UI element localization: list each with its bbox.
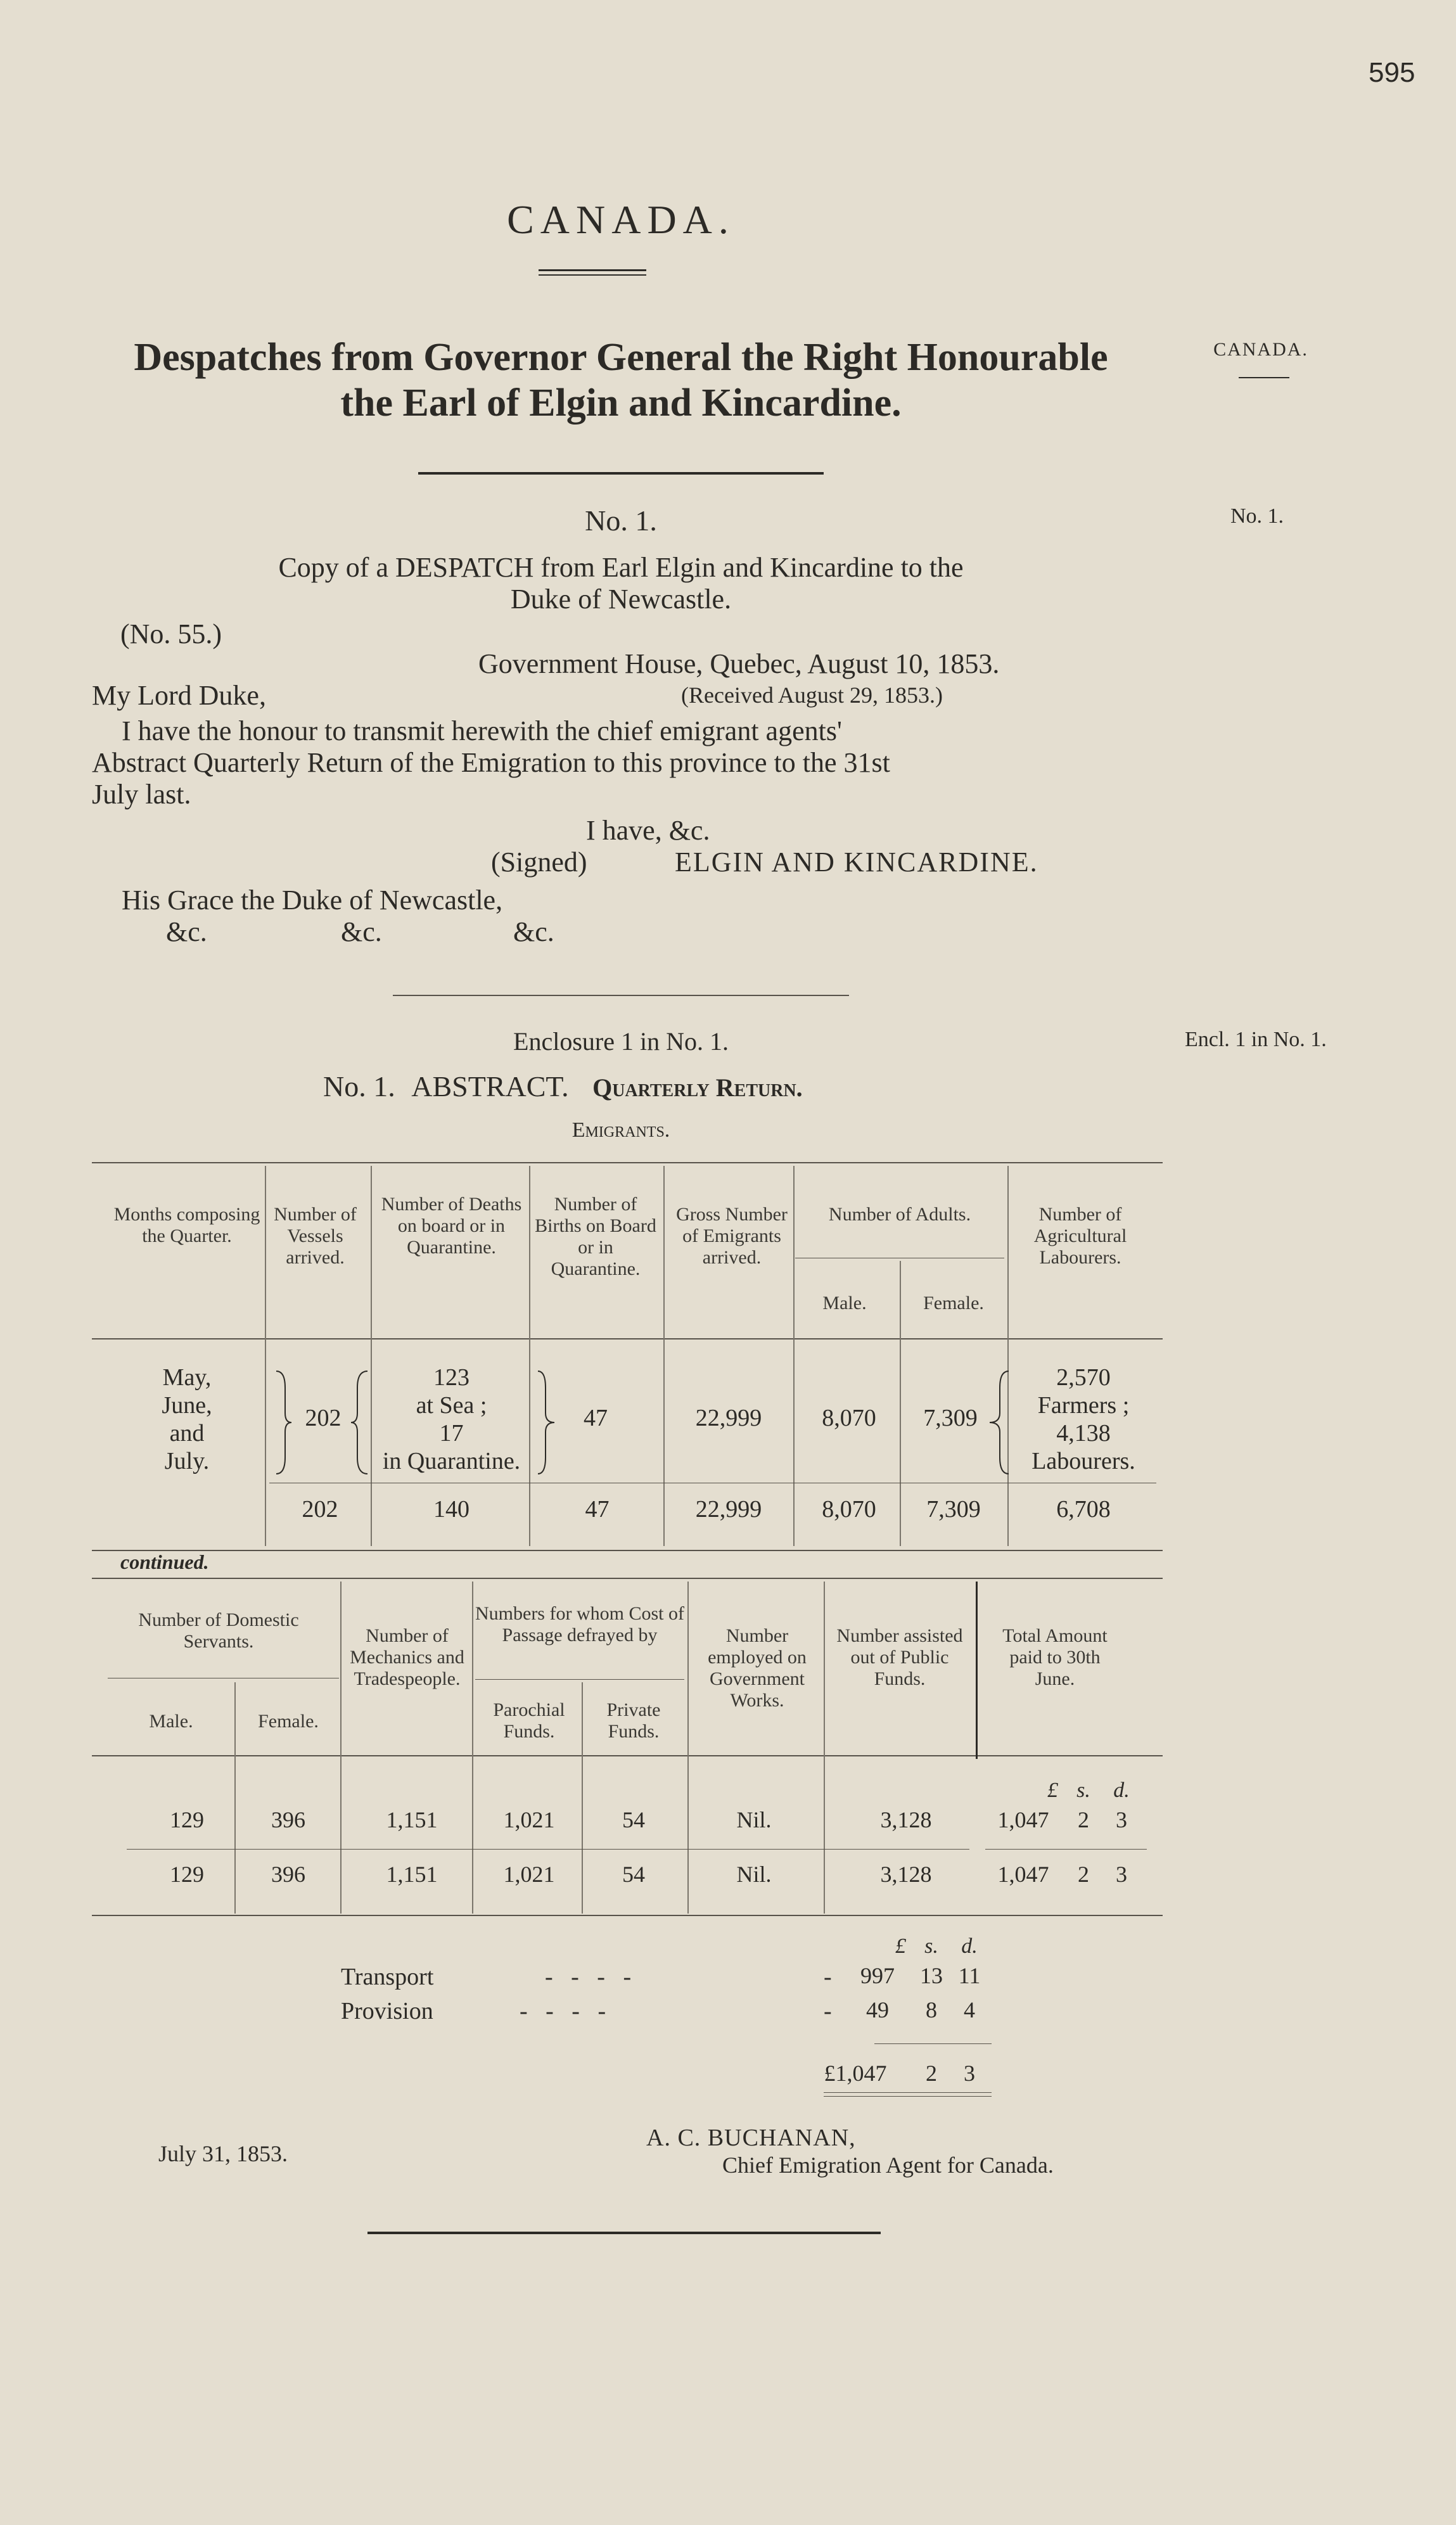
closing: I have, &c. — [586, 815, 710, 846]
acc-total-rule-2 — [824, 2096, 992, 2097]
t1-divider — [529, 1166, 530, 1546]
t2-header-mechanics: Number of Mechanics and Tradespeople. — [350, 1625, 464, 1689]
t1-header-adults: Number of Adults. — [828, 1204, 971, 1225]
t1-male: 8,070 — [822, 1405, 876, 1431]
etc-1: &c. — [166, 916, 207, 947]
acc-total-l: £1,047 — [824, 2061, 887, 2086]
sidenote-no1: No. 1. — [1230, 504, 1284, 528]
t1-deaths-line: 17 — [439, 1420, 464, 1447]
t2-header-female: Female. — [258, 1711, 319, 1732]
footer-rule — [367, 2232, 881, 2234]
sidenote-canada-rule — [1239, 377, 1289, 378]
body-line-2: Abstract Quarterly Return of the Emigration to this province to the 31st — [92, 747, 890, 778]
t1-total-male: 8,070 — [822, 1496, 876, 1523]
t2-total-private: 54 — [622, 1862, 645, 1887]
t2-private: 54 — [622, 1807, 645, 1832]
t1-month: May, — [162, 1364, 212, 1391]
despatch-rule — [393, 995, 849, 996]
acc-sum-rule — [874, 2043, 992, 2044]
t2-currency-s: s. — [1076, 1779, 1090, 1802]
t2-total-male: 129 — [170, 1862, 204, 1887]
page-heading: CANADA. — [507, 197, 735, 242]
t2-header-male: Male. — [149, 1711, 193, 1732]
t2-header-rule — [92, 1755, 1163, 1756]
acc-total-d: 3 — [964, 2061, 975, 2086]
t2-total-s: 2 — [1078, 1862, 1089, 1887]
t2-mechanics: 1,151 — [386, 1807, 438, 1832]
place-date: Government House, Quebec, August 10, 1853. — [478, 648, 1000, 679]
acc-total-s: 2 — [926, 2061, 937, 2086]
enclosure-label: Enclosure 1 in No. 1. — [513, 1027, 729, 1056]
t2-divider — [687, 1582, 689, 1914]
brace-agri — [986, 1369, 1011, 1476]
t2-divider-bold — [976, 1582, 978, 1759]
t1-bottom-rule — [92, 1550, 1163, 1551]
t1-months — [111, 1364, 263, 1475]
t2-top-rule — [92, 1578, 1163, 1579]
sidenote-enclosure: Encl. 1 in No. 1. — [1185, 1028, 1327, 1051]
acc-provision-dash: - — [824, 1998, 832, 2024]
t2-female: 396 — [271, 1807, 305, 1832]
t1-divider — [265, 1166, 266, 1546]
t2-divider — [472, 1582, 473, 1914]
t1-divider — [793, 1166, 795, 1546]
quarterly-return: Quarterly Return. — [592, 1073, 803, 1102]
t1-header-rule — [92, 1338, 1163, 1339]
t1-total-agri: 6,708 — [1056, 1496, 1111, 1523]
t1-agri-line: Farmers ; — [1037, 1392, 1130, 1419]
t2-header-parochial: Parochial Funds. — [493, 1699, 565, 1742]
acc-header-d: d. — [961, 1934, 978, 1958]
footer-name: A. C. BUCHANAN, — [646, 2125, 856, 2151]
t2-amount-s: 2 — [1078, 1807, 1089, 1832]
acc-transport-l: 997 — [860, 1963, 895, 1988]
acc-transport-d: 11 — [958, 1963, 981, 1988]
brace-vessels-left — [274, 1369, 293, 1476]
body-line-3: July last. — [92, 779, 191, 810]
t2-bottom-rule — [92, 1915, 1163, 1916]
footer-role: Chief Emigration Agent for Canada. — [722, 2152, 1054, 2178]
t1-births: 47 — [584, 1405, 608, 1431]
acc-transport-label: Transport — [341, 1964, 434, 1990]
t2-total-govt: Nil. — [736, 1862, 772, 1887]
t1-vessels: 202 — [305, 1405, 342, 1431]
acc-header-l: £ — [895, 1934, 906, 1958]
title-line-1: Despatches from Governor General the Right Honourable — [134, 336, 1108, 379]
t1-female: 7,309 — [923, 1405, 978, 1431]
acc-total-rule — [824, 2092, 992, 2093]
t2-amount-d: 3 — [1116, 1807, 1127, 1832]
etc-3: &c. — [513, 916, 554, 947]
t2-header-public: Number assisted out of Public Funds. — [836, 1625, 963, 1689]
table1-top-rule — [92, 1162, 1163, 1163]
t1-header-gross: Gross Number of Emigrants arrived. — [676, 1204, 788, 1268]
abstract-number: No. 1. — [323, 1070, 395, 1103]
t2-passage-rule — [475, 1679, 684, 1680]
addressee: His Grace the Duke of Newcastle, — [122, 885, 503, 916]
copy-line-1: Copy of a DESPATCH from Earl Elgin and Kincardine to the — [278, 552, 964, 583]
salutation: My Lord Duke, — [92, 680, 266, 711]
t2-header-total: Total Amount paid to 30th June. — [1002, 1625, 1108, 1689]
t2-male: 129 — [170, 1807, 204, 1832]
etc-2: &c. — [341, 916, 382, 947]
t1-deaths-line: at Sea ; — [416, 1392, 487, 1419]
t1-header-months: Months composing the Quarter. — [113, 1204, 260, 1246]
t1-header-male: Male. — [822, 1293, 867, 1314]
emigrants-heading: Emigrants. — [572, 1118, 670, 1142]
t1-total-gross: 22,999 — [695, 1496, 762, 1523]
title-rule — [418, 472, 824, 475]
t1-agri-line: Labourers. — [1031, 1448, 1135, 1474]
t1-header-female: Female. — [923, 1293, 984, 1314]
t2-header-govt: Number employed on Government Works. — [708, 1625, 807, 1711]
t1-agri-line: 2,570 — [1056, 1364, 1111, 1391]
t2-public: 3,128 — [880, 1807, 932, 1832]
t1-header-agri: Number of Agricultural Labourers. — [1033, 1204, 1127, 1268]
abstract-word: ABSTRACT. — [411, 1070, 569, 1103]
t2-amount-l: 1,047 — [997, 1807, 1049, 1832]
t1-total-births: 47 — [585, 1496, 610, 1523]
received-date: (Received August 29, 1853.) — [681, 682, 943, 708]
brace-births — [535, 1369, 561, 1476]
t2-total-mechanics: 1,151 — [386, 1862, 438, 1887]
page-number: 595 — [1369, 57, 1415, 88]
heading-rule-2 — [539, 274, 646, 276]
t1-divider — [371, 1166, 372, 1546]
t1-total-deaths: 140 — [433, 1496, 469, 1523]
t2-total-public: 3,128 — [880, 1862, 932, 1887]
t1-total-female: 7,309 — [926, 1496, 981, 1523]
t1-month: and — [169, 1420, 205, 1447]
acc-transport-s: 13 — [920, 1963, 943, 1988]
acc-provision-d: 4 — [964, 1997, 975, 2023]
document-title — [0, 335, 1242, 426]
t1-agri-line: 4,138 — [1056, 1420, 1111, 1447]
t1-deaths-line: in Quarantine. — [382, 1448, 521, 1474]
acc-provision-label: Provision — [341, 1998, 433, 2024]
copy-line-2: Duke of Newcastle. — [510, 584, 732, 615]
t1-agri — [1014, 1364, 1153, 1475]
t2-divider — [582, 1682, 583, 1914]
t1-divider — [900, 1261, 901, 1546]
t1-month: June, — [162, 1392, 212, 1419]
t1-header-vessels: Number of Vessels arrived. — [274, 1204, 357, 1268]
sidenote-canada: CANADA. — [1213, 339, 1308, 360]
abstract-heading — [323, 1070, 803, 1103]
t2-govt: Nil. — [736, 1807, 772, 1832]
t1-header-deaths: Number of Deaths on board or in Quarantine. — [381, 1194, 522, 1258]
t2-sum-rule — [127, 1849, 969, 1850]
brace-vessels-right — [348, 1369, 370, 1476]
t1-header-births: Number of Births on Board or in Quarantine. — [535, 1194, 656, 1279]
signer: ELGIN AND KINCARDINE. — [675, 847, 1038, 878]
heading-rule — [539, 269, 646, 271]
body-line-1: I have the honour to transmit herewith the chief emigrant agents' — [122, 715, 842, 746]
acc-header-s: s. — [924, 1934, 938, 1958]
footer-date: July 31, 1853. — [158, 2141, 288, 2166]
t1-month: July. — [164, 1448, 210, 1474]
signed-label: (Signed) — [491, 847, 587, 878]
t1-total-vessels: 202 — [302, 1496, 338, 1523]
continued-label: continued. — [120, 1550, 209, 1573]
t2-total-female: 396 — [271, 1862, 305, 1887]
acc-transport-dash: - — [824, 1964, 832, 1990]
t1-deaths-line: 123 — [433, 1364, 469, 1391]
t2-parochial: 1,021 — [503, 1807, 555, 1832]
title-line-2: the Earl of Elgin and Kincardine. — [340, 381, 902, 425]
t2-total-l: 1,047 — [997, 1862, 1049, 1887]
t2-total-parochial: 1,021 — [503, 1862, 555, 1887]
t2-sum-rule-amount — [985, 1849, 1147, 1850]
t1-divider — [663, 1166, 665, 1546]
t2-currency-d: d. — [1113, 1779, 1130, 1802]
t1-gross: 22,999 — [695, 1405, 762, 1431]
t1-deaths — [374, 1364, 529, 1475]
t2-currency-l: £ — [1047, 1779, 1058, 1802]
acc-provision-l: 49 — [866, 1997, 889, 2023]
t2-header-domestic: Number of Domestic Servants. — [138, 1609, 299, 1652]
t2-divider — [340, 1582, 342, 1914]
t2-header-passage: Numbers for whom Cost of Passage defrayed by — [475, 1603, 684, 1646]
t1-divider — [1007, 1166, 1009, 1546]
despatch-ref: (No. 55.) — [120, 618, 222, 649]
t2-divider — [824, 1582, 825, 1914]
acc-provision-s: 8 — [926, 1997, 937, 2023]
t2-header-private: Private Funds. — [606, 1699, 661, 1742]
acc-provision-dashes: - - - - — [520, 1998, 606, 2024]
acc-transport-dashes: - - - - — [545, 1964, 632, 1990]
t2-divider — [234, 1682, 236, 1914]
t2-total-d: 3 — [1116, 1862, 1127, 1887]
despatch-number: No. 1. — [585, 504, 657, 537]
